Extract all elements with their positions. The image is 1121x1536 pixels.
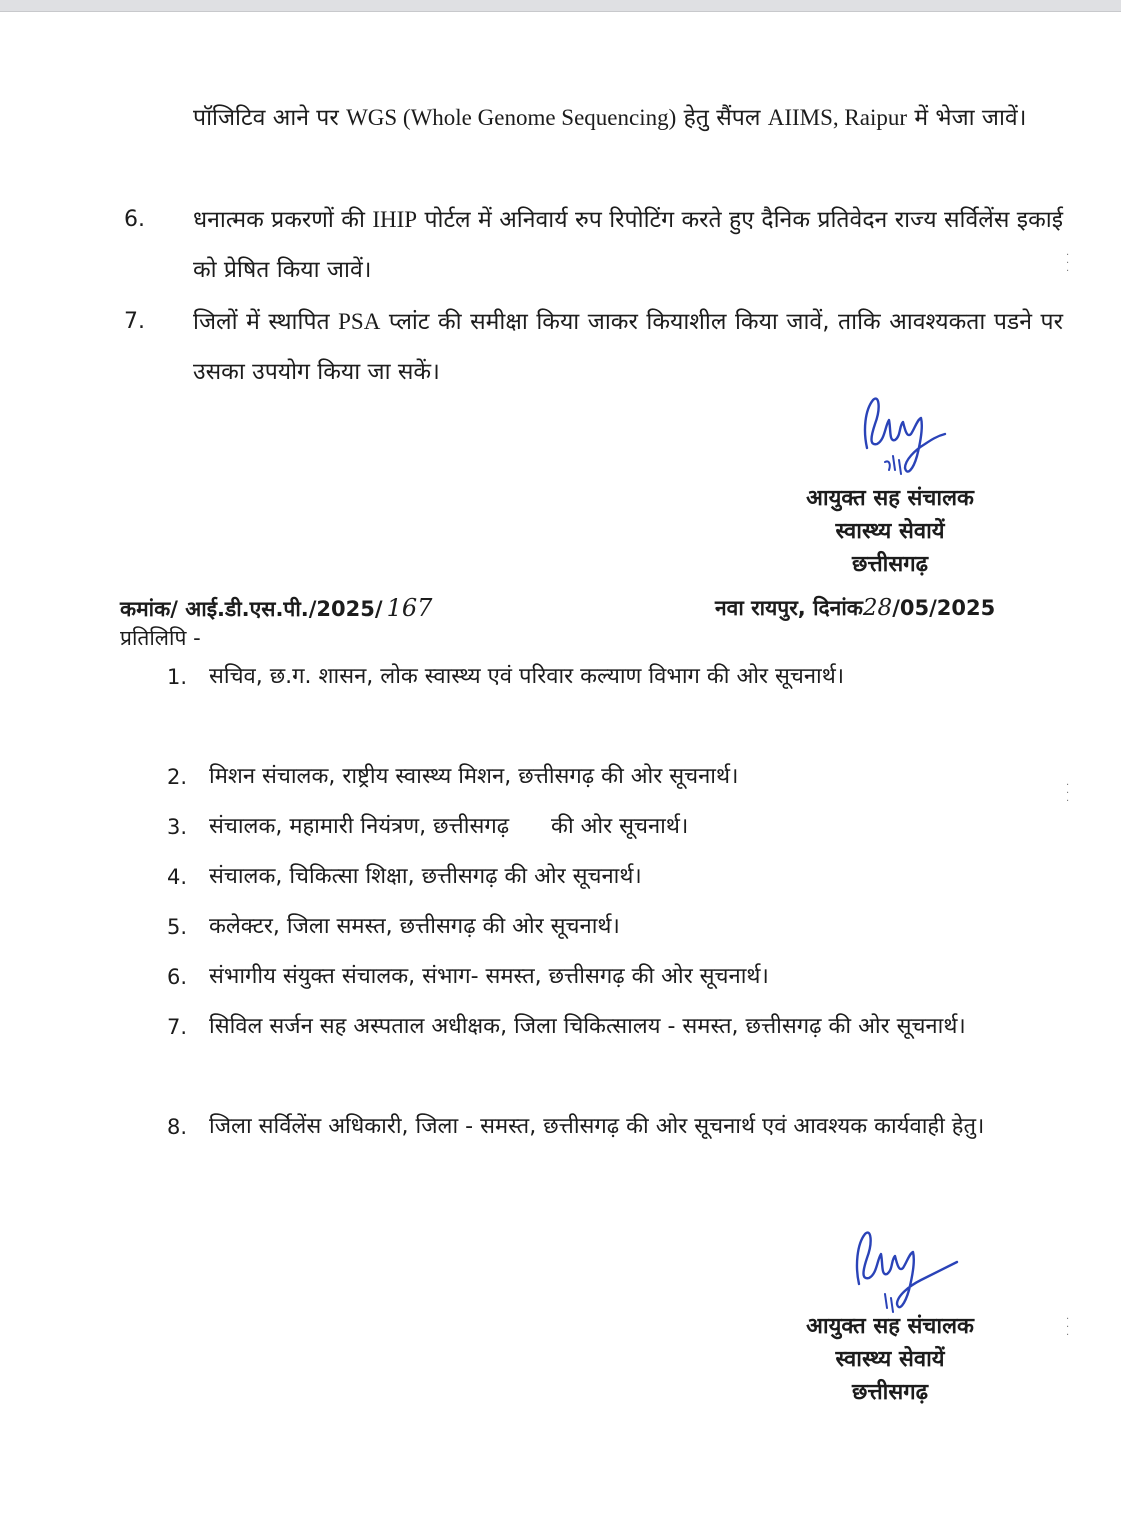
copy-list-item-number: 4.	[167, 865, 188, 889]
point-6-text	[193, 195, 1063, 295]
point-6-number: 6.	[124, 207, 145, 232]
margin-mark: · · ·	[1066, 780, 1070, 807]
designation-1-line-1: आयुक्त सह संचालक	[806, 486, 974, 511]
copy-list-item-text: मिशन संचालक, राष्ट्रीय स्वास्थ्य मिशन, छत्तीसगढ़ की ओर सूचनार्थ।	[209, 764, 739, 789]
date-day-handwritten: 28	[862, 595, 893, 621]
point-continuation-text-3: हेतु सैंपल	[676, 105, 768, 131]
designation-1-line-2: स्वास्थ्य सेवायें	[835, 519, 945, 544]
designation-2-line-1: आयुक्त सह संचालक	[806, 1314, 974, 1339]
point-continuation-text-4: AIIMS, Raipur	[767, 105, 908, 130]
copy-list-item-text: कलेक्टर, जिला समस्त, छत्तीसगढ़ की ओर सूचनार्थ।	[209, 914, 620, 939]
copy-list-item-text: सिविल सर्जन सह अस्पताल अधीक्षक, जिला चिकित्सालय - समस्त, छत्तीसगढ़ की ओर सूचनार्थ।	[209, 1014, 966, 1039]
point-7-text-2: PSA	[338, 309, 381, 334]
copy-list-item-text: संभागीय संयुक्त संचालक, संभाग- समस्त, छत्तीसगढ़ की ओर सूचनार्थ।	[209, 964, 769, 989]
copy-list-item-text: जिला सर्विलेंस अधिकारी, जिला - समस्त, छत्तीसगढ़ की ओर सूचनार्थ एवं आवश्यक कार्यवाही हेतु।	[209, 1114, 985, 1139]
point-7-text	[193, 297, 1063, 397]
copy-list-item-text: सचिव, छ.ग. शासन, लोक स्वास्थ्य एवं परिवार कल्याण विभाग की ओर सूचनार्थ।	[209, 664, 845, 689]
point-7-number: 7.	[124, 309, 145, 334]
point-6-text-1: धनात्मक प्रकरणों की	[193, 207, 373, 233]
point-continuation-text-1: पॉजिटिव आने पर	[193, 105, 347, 131]
copy-list-item	[167, 652, 1067, 752]
reference-label: कमांक/ आई.डी.एस.पी./2025/	[120, 597, 383, 621]
point-7-text-3: प्लांट की समीक्षा किया जाकर कियाशील किया जावें, ताकि आवश्यकता पडने पर उसका उपयोग किया जा सकें।	[193, 309, 1063, 385]
designation-1-line-3: छत्तीसगढ़	[852, 552, 928, 577]
copy-list-item-text: संचालक, चिकित्सा शिक्षा, छत्तीसगढ़ की ओर सूचनार्थ।	[209, 864, 642, 889]
point-continuation-text-2: WGS (Whole Genome Sequencing)	[346, 105, 677, 130]
copy-list-item-number: 6.	[167, 965, 188, 989]
designation-block-1	[740, 482, 1040, 581]
point-7-text-1: जिलों में स्थापित	[193, 309, 339, 335]
copy-list-item-text: संचालक, महामारी नियंत्रण, छत्तीसगढ़ की ओर सूचनार्थ।	[209, 814, 689, 839]
date-line	[715, 592, 995, 624]
point-continuation	[193, 93, 1063, 143]
designation-block-2	[740, 1310, 1040, 1409]
designation-2-line-2: स्वास्थ्य सेवायें	[835, 1347, 945, 1372]
copy-list-item-number: 2.	[167, 765, 188, 789]
copy-list-item-number: 5.	[167, 915, 188, 939]
copy-list-item-number: 3.	[167, 815, 188, 839]
signature-2	[845, 1222, 965, 1322]
reference-number	[120, 592, 432, 625]
designation-2-line-3: छत्तीसगढ़	[852, 1380, 928, 1405]
date-prefix: नवा रायपुर, दिनांक	[715, 596, 863, 620]
reference-handwritten-number: 167	[386, 594, 433, 622]
point-6-text-2: IHIP	[372, 207, 418, 232]
margin-mark: · · ·	[1066, 250, 1070, 277]
point-6-text-3: पोर्टल में अनिवार्य रुप रिपोटिंग करते हुए दैनिक प्रतिवेदन राज्य सर्विलेंस इकाई को प्रेषित किया जावें।	[193, 207, 1063, 283]
copy-list-item-number: 1.	[167, 665, 188, 689]
margin-mark: · · ·	[1066, 1314, 1070, 1341]
copy-list-item-number: 8.	[167, 1115, 188, 1139]
date-month-year: /05/2025	[892, 596, 996, 620]
copy-list-item-number: 7.	[167, 1015, 188, 1039]
copy-heading: प्रतिलिपि -	[120, 626, 201, 650]
signature-1	[855, 390, 955, 480]
point-continuation-text-5: में भेजा जावें।	[907, 105, 1027, 131]
